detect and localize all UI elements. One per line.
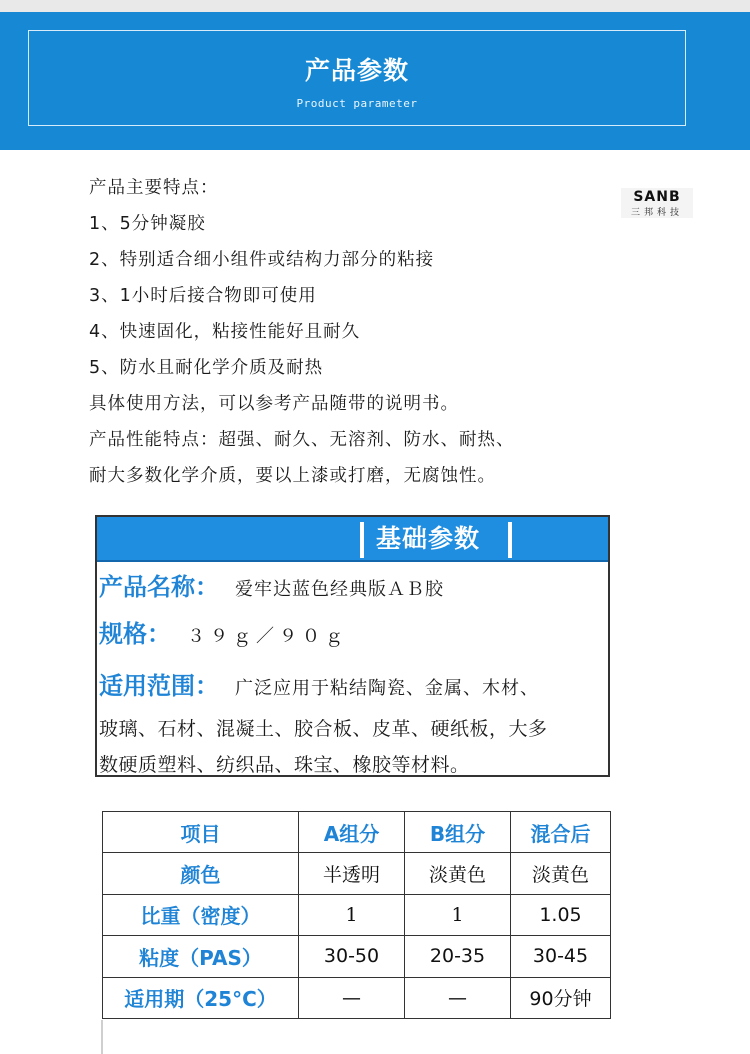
table-cell: — — [299, 977, 405, 1018]
banner-title: 产品参数 — [304, 56, 409, 85]
divider — [101, 1020, 103, 1054]
table-cell: 1.05 — [511, 894, 611, 935]
table-cell: — — [405, 977, 511, 1018]
feature-list — [89, 175, 689, 499]
table-cell: 半透明 — [299, 853, 405, 894]
product-name-label: 产品名称： — [99, 573, 219, 601]
banner-subtitle: Product parameter — [296, 97, 418, 110]
product-name-value: 爱牢达蓝色经典版ＡＢ胶 — [235, 579, 444, 600]
feature-item: 1、5分钟凝胶 — [89, 214, 206, 234]
usage-row — [99, 666, 539, 701]
usage-note: 具体使用方法，可以参考产品随带的说明书。 — [89, 394, 459, 414]
banner — [0, 12, 750, 150]
table-row — [103, 936, 611, 977]
table-row — [103, 853, 611, 894]
feature-item: 3、1小时后接合物即可使用 — [89, 286, 317, 306]
banner-frame — [28, 30, 686, 126]
feature-item: 2、特别适合细小组件或结构力部分的粘接 — [89, 250, 435, 270]
table-header-cell: 混合后 — [511, 812, 611, 853]
table-cell: 淡黄色 — [511, 853, 611, 894]
top-strip — [0, 0, 750, 12]
feature-item: 4、快速固化，粘接性能好且耐久 — [89, 322, 361, 342]
table-cell: 30-50 — [299, 936, 405, 977]
table-row-label: 颜色 — [103, 853, 299, 894]
basic-params-header — [97, 517, 608, 562]
feature-item: 5、防水且耐化学介质及耐热 — [89, 358, 324, 378]
feature-heading: 产品主要特点： — [89, 178, 219, 198]
performance-line: 耐大多数化学介质，要以上漆或打磨，无腐蚀性。 — [89, 466, 496, 486]
table-row — [103, 894, 611, 935]
basic-params-panel — [95, 515, 610, 777]
parameter-table — [102, 811, 611, 1019]
table-cell: 20-35 — [405, 936, 511, 977]
table-cell: 90分钟 — [511, 977, 611, 1018]
table-cell: 30-45 — [511, 936, 611, 977]
table-header-cell: 项目 — [103, 812, 299, 853]
spec-value: ３９ｇ／９０ｇ — [187, 626, 348, 647]
product-name-row — [99, 567, 444, 602]
basic-params-title-text: 基础参数 — [376, 524, 481, 553]
spec-row — [99, 614, 348, 649]
table-row-label: 比重（密度） — [103, 894, 299, 935]
table-row — [103, 977, 611, 1018]
table-row-label: 适用期（25°C） — [103, 977, 299, 1018]
table-header-row — [103, 812, 611, 853]
usage-continuation: 数硬质塑料、纺织品、珠宝、橡胶等材料。 — [99, 754, 470, 776]
table-row-label: 粘度（PAS） — [103, 936, 299, 977]
usage-value: 广泛应用于粘结陶瓷、金属、木材、 — [235, 678, 539, 699]
table-cell: 淡黄色 — [405, 853, 511, 894]
usage-label: 适用范围： — [99, 672, 219, 700]
table-cell: 1 — [405, 894, 511, 935]
table-header-cell: A组分 — [299, 812, 405, 853]
table-header-cell: B组分 — [405, 812, 511, 853]
logo-subtitle: 三邦科技 — [630, 208, 683, 218]
usage-continuation: 玻璃、石材、混凝土、胶合板、皮革、硬纸板，大多 — [99, 718, 548, 740]
spec-label: 规格： — [99, 620, 171, 648]
table-cell: 1 — [299, 894, 405, 935]
basic-params-title — [360, 522, 510, 556]
logo-mark: SANB — [633, 189, 681, 205]
performance-line: 产品性能特点：超强、耐久、无溶剂、防水、耐热、 — [89, 430, 515, 450]
